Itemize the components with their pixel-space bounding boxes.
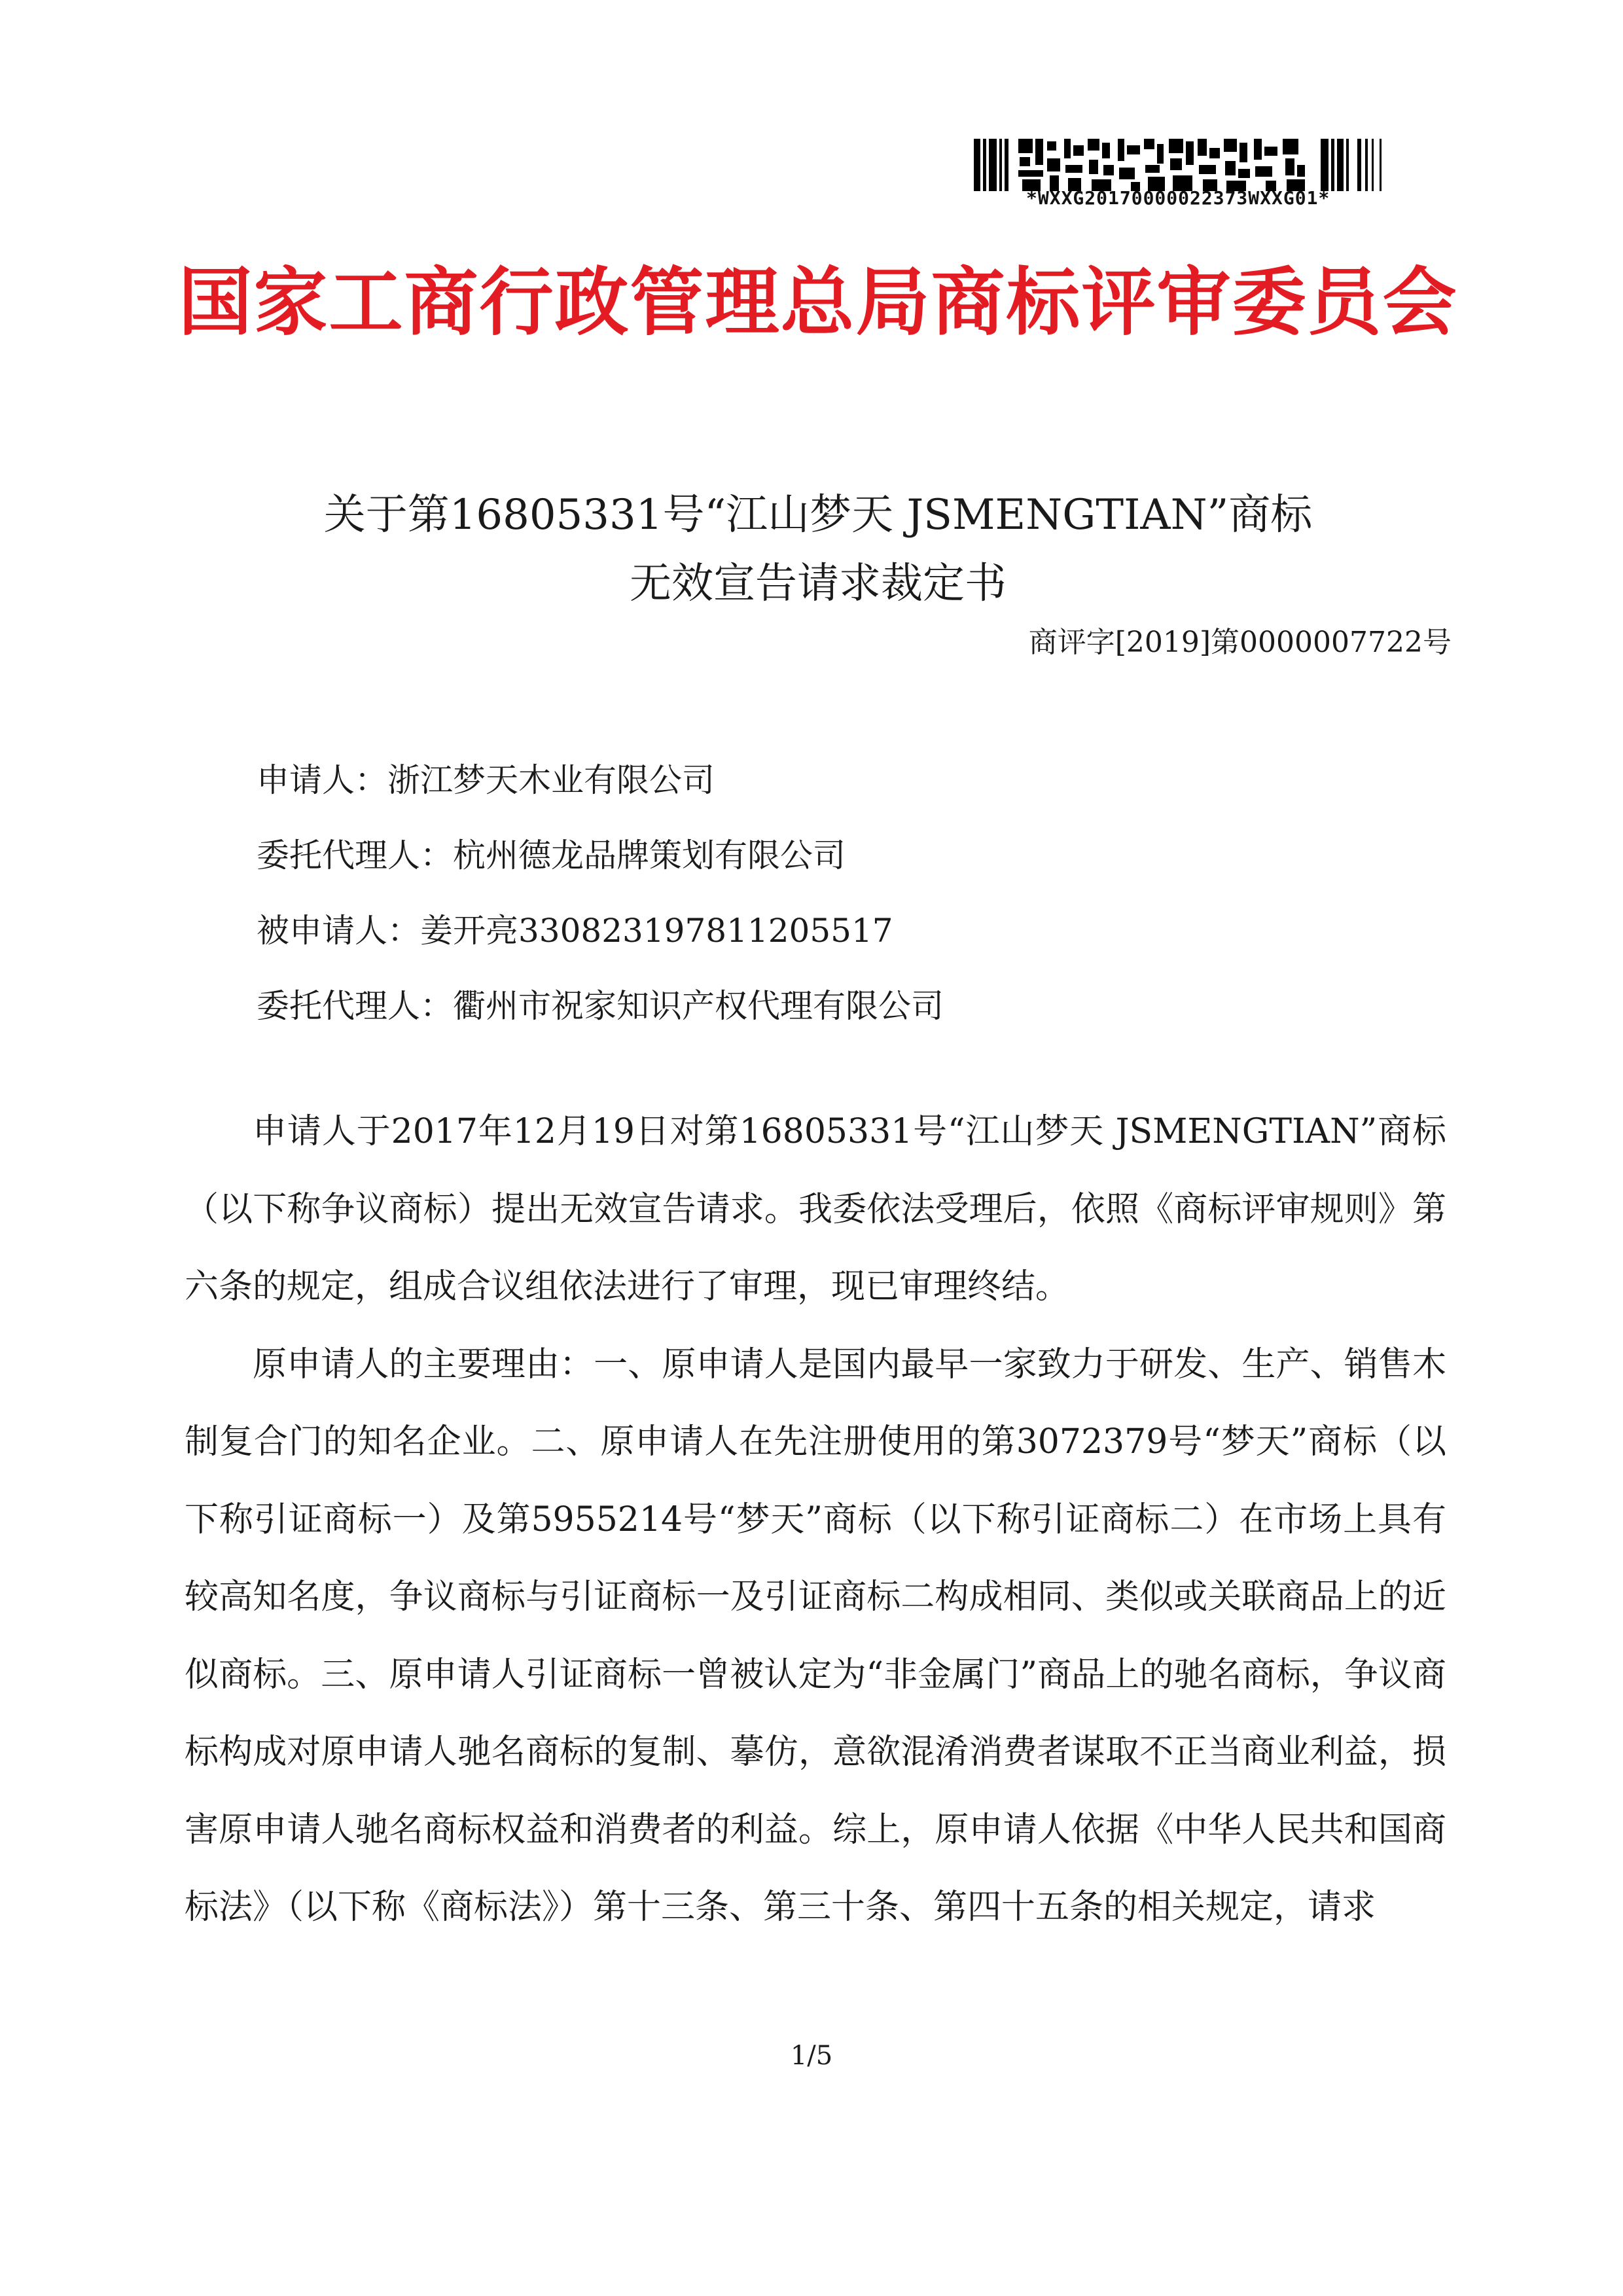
parties-list	[257, 743, 1435, 1044]
party-applicant: 申请人：浙江梦天木业有限公司	[257, 761, 715, 799]
barcode-text: *WXXG20170000022373WXXG01*	[1026, 187, 1330, 209]
document-title	[196, 481, 1440, 619]
document-number: 商评字[2019]第0000007722号	[1028, 626, 1452, 659]
body-paragraph-1: 申请人于2017年12月19日对第16805331号“江山梦天 JSMENGTIAN”商标（以下称争议商标）提出无效宣告请求。我委依法受理后，依照《商标评审规则》第六条的规定，组成合议组依法进行了审理，现已审理终结。	[185, 1112, 1446, 1306]
barcode-image	[974, 139, 1391, 191]
party-respondent: 被申请人：姜开亮330823197811205517	[257, 912, 893, 950]
page-number: 1/5	[790, 2041, 833, 2071]
document-title-line-1: 关于第16805331号“江山梦天 JSMENGTIAN”商标	[323, 491, 1313, 539]
party-applicant-agent: 委托代理人：杭州德龙品牌策划有限公司	[257, 836, 846, 874]
party-respondent-agent: 委托代理人：衢州市祝家知识产权代理有限公司	[257, 987, 944, 1025]
organization-header: 国家工商行政管理总局商标评审委员会	[178, 259, 1458, 346]
document-title-line-2: 无效宣告请求裁定书	[630, 560, 1007, 608]
body-text	[185, 1093, 1446, 1946]
body-paragraph-2: 原申请人的主要理由：一、原申请人是国内最早一家致力于研发、生产、销售木制复合门的知名企业。二、原申请人在先注册使用的第3072379号“梦天”商标（以下称引证商标一）及第5955214号“梦天”商标（以下称引证商标二）在市场上具有较高知名度，争议商标与引证商标一及引证商标二构成相同、类似或关联商品上的近似商标。三、原申请人引证商标一曾被认定为“非金属门”商品上的驰名商标，争议商标构成对原申请人驰名商标的复制、摹仿，意欲混淆消费者谋取不正当商业利益，损害原申请人驰名商标权益和消费者的利益。综上，原申请人依据《中华人民共和国商标法》（以下称《商标法》）第十三条、第三十条、第四十五条的相关规定，请求	[185, 1344, 1446, 1927]
